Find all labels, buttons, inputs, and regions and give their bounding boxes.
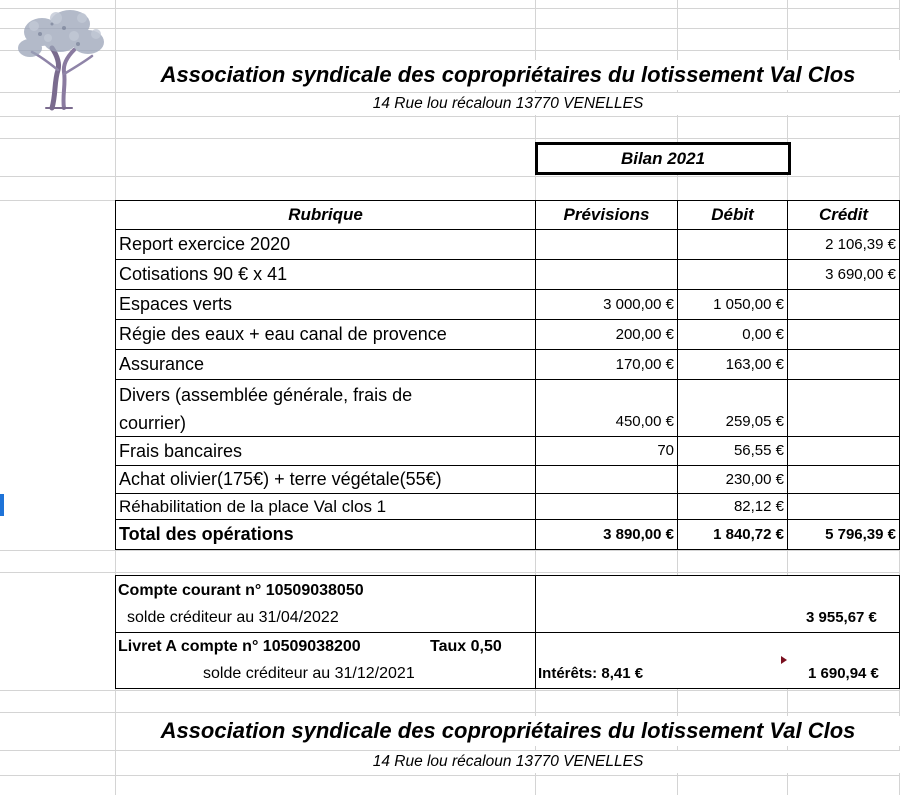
column-header-previsions: Prévisions xyxy=(535,200,678,230)
column-header-rubrique: Rubrique xyxy=(115,200,536,230)
table-row-previsions xyxy=(535,259,678,290)
table-row-credit: 2 106,39 € xyxy=(787,229,900,260)
table-row-credit xyxy=(787,436,900,466)
table-row-credit xyxy=(787,379,900,437)
column-header-credit: Crédit xyxy=(787,200,900,230)
total-debit: 1 840,72 € xyxy=(677,519,788,550)
association-title-footer: Association syndicale des copropriétaires du lotissement Val Clos xyxy=(116,716,900,746)
compte-courant-solde: 3 955,67 € xyxy=(806,609,877,626)
table-row-debit: 0,00 € xyxy=(677,319,788,350)
table-row-previsions: 200,00 € xyxy=(535,319,678,350)
association-address: 14 Rue lou récaloun 13770 VENELLES xyxy=(116,93,900,115)
livret-a-interets: Intérêts: 8,41 € xyxy=(538,665,644,682)
table-row-credit: 3 690,00 € xyxy=(787,259,900,290)
table-row-label: Réhabilitation de la place Val clos 1 xyxy=(115,493,536,520)
table-row-label: Achat olivier(175€) + terre végétale(55€) xyxy=(115,465,536,494)
table-row-previsions: 3 000,00 € xyxy=(535,289,678,320)
table-row-credit xyxy=(787,349,900,380)
table-row-label-line1: Divers (assemblée générale, frais de xyxy=(119,385,413,405)
total-credit: 5 796,39 € xyxy=(787,519,900,550)
association-address-footer: 14 Rue lou récaloun 13770 VENELLES xyxy=(116,751,900,773)
table-row-credit xyxy=(787,319,900,350)
table-row-previsions xyxy=(535,229,678,260)
table-row-label: Report exercice 2020 xyxy=(115,229,536,260)
livret-a-taux: Taux 0,50 xyxy=(430,638,502,655)
table-row-credit xyxy=(787,465,900,494)
compte-courant-title: Compte courant n° 10509038050 xyxy=(118,582,364,599)
table-row-label: Espaces verts xyxy=(115,289,536,320)
table-row-credit xyxy=(787,493,900,520)
row-selection-marker xyxy=(0,494,4,516)
table-row-debit: 163,00 € xyxy=(677,349,788,380)
table-row-previsions: 170,00 € xyxy=(535,349,678,380)
table-row-debit xyxy=(677,259,788,290)
table-row-previsions xyxy=(535,493,678,520)
compte-courant-subtitle: solde créditeur au 31/04/2022 xyxy=(127,609,339,626)
table-row-previsions: 70 xyxy=(535,436,678,466)
livret-a-solde: 1 690,94 € xyxy=(808,665,879,682)
olive-tree-logo xyxy=(12,4,110,112)
total-previsions: 3 890,00 € xyxy=(535,519,678,550)
table-row-label xyxy=(115,379,536,437)
comment-indicator-icon[interactable] xyxy=(781,656,787,664)
table-row-label-line2: courrier) xyxy=(119,413,187,433)
table-row-previsions: 450,00 € xyxy=(535,379,678,437)
livret-a-subtitle: solde créditeur au 31/12/2021 xyxy=(203,665,415,682)
table-row-label: Frais bancaires xyxy=(115,436,536,466)
livret-a-title: Livret A compte n° 10509038200 xyxy=(118,638,361,655)
table-row-previsions xyxy=(535,465,678,494)
table-row-debit: 56,55 € xyxy=(677,436,788,466)
table-row-debit: 1 050,00 € xyxy=(677,289,788,320)
table-row-label: Assurance xyxy=(115,349,536,380)
table-row-debit: 259,05 € xyxy=(677,379,788,437)
bilan-title: Bilan 2021 xyxy=(535,142,791,175)
table-row-label: Régie des eaux + eau canal de provence xyxy=(115,319,536,350)
table-row-label: Cotisations 90 € x 41 xyxy=(115,259,536,290)
table-row-debit: 82,12 € xyxy=(677,493,788,520)
association-title: Association syndicale des copropriétaires du lotissement Val Clos xyxy=(116,60,900,90)
column-header-debit: Débit xyxy=(677,200,788,230)
table-row-credit xyxy=(787,289,900,320)
total-label: Total des opérations xyxy=(115,519,536,550)
table-row-debit: 230,00 € xyxy=(677,465,788,494)
table-row-debit xyxy=(677,229,788,260)
